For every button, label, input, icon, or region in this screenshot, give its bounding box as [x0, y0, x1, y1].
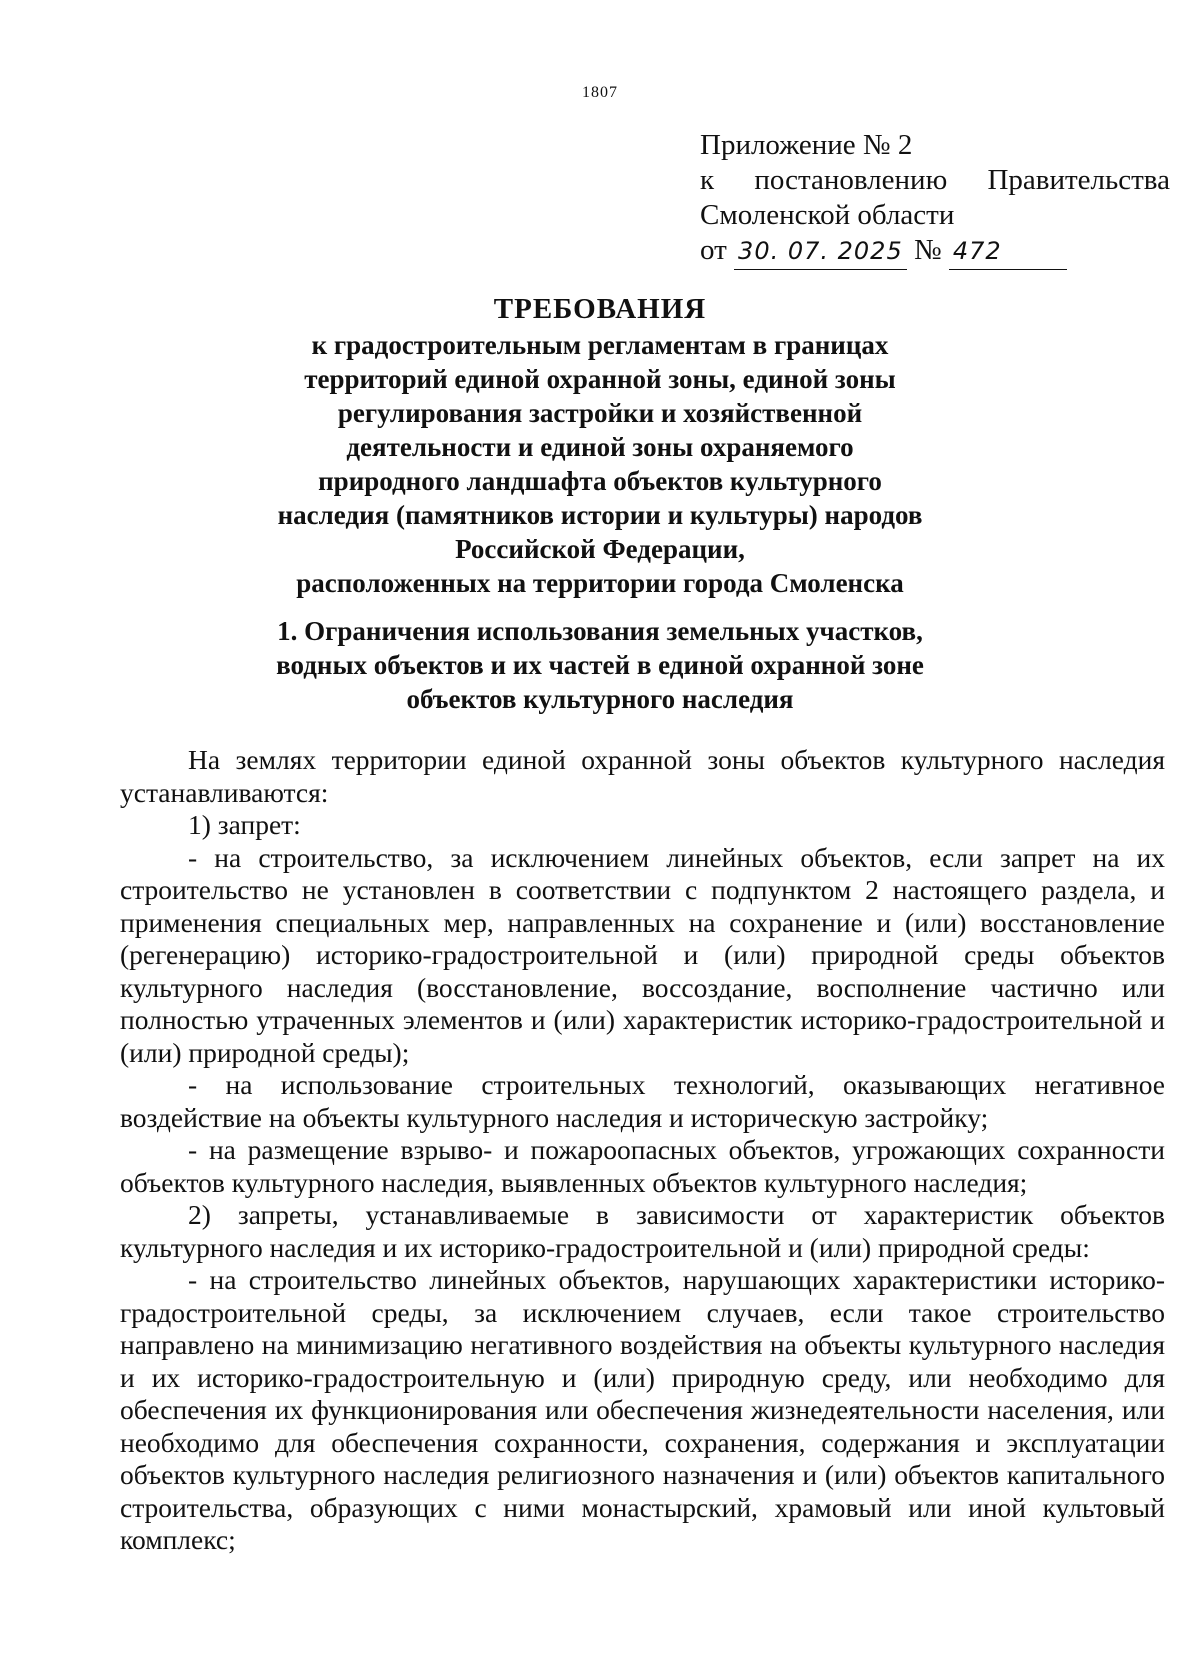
date-prefix: от: [700, 234, 727, 266]
attachment-resolution-word: постановлению: [754, 164, 948, 196]
attachment-region: Смоленской области: [700, 199, 955, 231]
section-heading-line: 1. Ограничения использования земельных участков,: [277, 616, 923, 646]
number-prefix: №: [913, 234, 942, 266]
attachment-title: Приложение № 2: [700, 129, 913, 161]
paragraph: 2) запреты, устанавливаемые в зависимости от характеристик объектов культурного наследия и их историко-градостроительной и (или) природной среды:: [120, 1199, 1165, 1263]
title-line: Российской Федерации,: [455, 534, 745, 564]
paragraph: - на строительство линейных объектов, нарушающих характеристики историко-градостроительной среды, за исключением случаев, если такое строительство направлено на минимизацию негативного воздействия на объекты культурного наследия и их историко-градостроительную и (или) природную среду, или необходимо для обеспечения их функционирования или обеспечения жизнедеятельности населения, или необходимо для обеспечения сохранности, сохранения, содержания и эксплуатации объектов культурного наследия религиозного назначения и (или) объектов капитального строительства, образующих с ними монастырский, храмовый или иной культовый комплекс;: [120, 1264, 1165, 1555]
title-main: ТРЕБОВАНИЯ: [493, 293, 707, 325]
section-heading-line: водных объектов и их частей в единой охранной зоне: [276, 650, 924, 680]
document-title: [150, 292, 1050, 600]
handwritten-number: 472: [949, 234, 1067, 270]
page-number: 1807: [582, 84, 618, 101]
paragraph: - на размещение взрыво- и пожароопасных объектов, угрожающих сохранности объектов культурного наследия, выявленных объектов культурного наследия;: [120, 1134, 1165, 1198]
title-line: территорий единой охранной зоны, единой зоны: [304, 364, 896, 394]
section-1-heading: [150, 614, 1050, 716]
title-line: природного ландшафта объектов культурного: [318, 466, 882, 496]
title-line: к градостроительным регламентам в границах: [311, 330, 889, 360]
handwritten-date: 30. 07. 2025: [734, 234, 907, 270]
paragraph: - на использование строительных технологий, оказывающих негативное воздействие на объекты культурного наследия и историческую застройку;: [120, 1069, 1165, 1133]
attachment-government-word: Правительства: [987, 164, 1170, 196]
attachment-preposition: к: [700, 164, 715, 196]
title-line: деятельности и единой зоны охраняемого: [346, 432, 854, 462]
title-line: регулирования застройки и хозяйственной: [337, 398, 863, 428]
section-1-body: [120, 744, 1165, 1557]
attachment-resolution-line: [700, 163, 1170, 198]
attachment-block: [700, 128, 1170, 270]
paragraph: На землях территории единой охранной зоны объектов культурного наследия устанавливаются:: [120, 744, 1165, 808]
attachment-date-line: [700, 233, 1170, 270]
paragraph: - на строительство, за исключением линейных объектов, если запрет на их строительство не установлен в соответствии с подпунктом 2 настоящего раздела, и применения специальных мер, направленных на сохранение и (или) восстановление (регенерацию) историко-градостроительной и (или) природной среды объектов культурного наследия (восстановление, воссоздание, восполнение частично или полностью утраченных элементов и (или) характеристик историко-градостроительной и (или) природной среды);: [120, 841, 1165, 1068]
section-heading-line: объектов культурного наследия: [406, 684, 794, 714]
title-line: наследия (памятников истории и культуры) народов: [277, 500, 923, 530]
title-line: расположенных на территории города Смоленска: [296, 568, 904, 598]
paragraph: 1) запрет:: [188, 809, 301, 840]
